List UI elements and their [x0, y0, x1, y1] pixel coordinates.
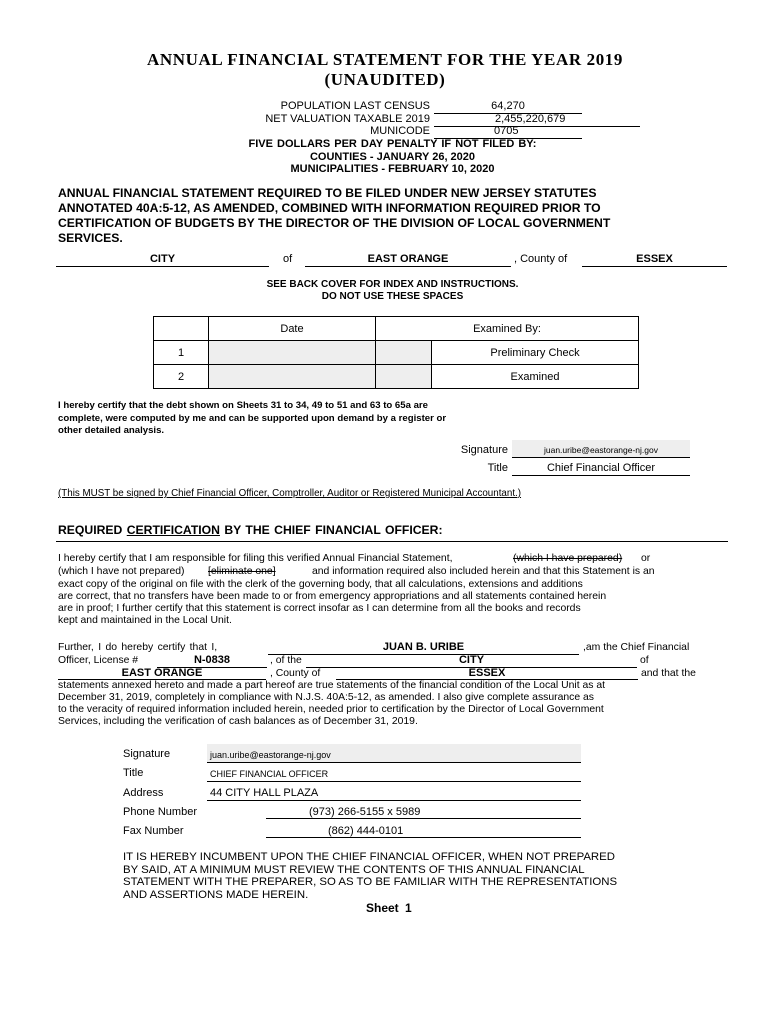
instructions-line-2: DO NOT USE THESE SPACES: [321, 291, 464, 302]
county-of-label: , County of: [270, 668, 321, 679]
population-label: POPULATION LAST CENSUS: [280, 100, 430, 112]
of-label: of: [640, 655, 649, 666]
county-name: ESSEX: [636, 253, 673, 265]
debt-signature-label: Signature: [460, 444, 508, 456]
row-number: 1: [154, 341, 209, 365]
certification-paragraph-line: kept and maintained in the Local Unit.: [58, 615, 232, 626]
of-the-label: , of the: [270, 655, 302, 666]
penalty-line-2: COUNTIES - JANUARY 26, 2020: [309, 151, 476, 163]
debt-title-field[interactable]: Chief Financial Officer: [546, 462, 655, 474]
certification-paragraph-line: I hereby certify that I am responsible for filing this verified Annual Financial Statement, (which I have prepared) or: [58, 553, 651, 564]
certification-paragraph-line: are in proof; I further certify that this statement is correct insofar as I can determine from all the books and records: [58, 603, 581, 614]
contact-title-field[interactable]: CHIEF FINANCIAL OFFICER: [210, 769, 329, 779]
debt-certification: I hereby certify that the debt shown on Sheets 31 to 34, 49 to 51 and 63 to 65a are complete, were computed by me and can be supported upon demand by a register or other detailed analysis.: [58, 400, 447, 437]
penalty-line-3: MUNICIPALITIES - FEBRUARY 10, 2020: [290, 163, 495, 175]
address-label: Address: [123, 787, 164, 799]
instructions-line-1: SEE BACK COVER FOR INDEX AND INSTRUCTIONS.: [266, 279, 519, 290]
cfo-role-text: ,am the Chief Financial: [583, 642, 690, 653]
incumbent-notice: IT IS HEREBY INCUMBENT UPON THE CHIEF FINANCIAL OFFICER, WHEN NOT PREPARED BY SAID, AT A MINIMUM MUST REVIEW THE CONTENTS OF THIS ANNUAL FINANCIAL STATEMENT WITH THE PREPARER, SO AS TO BE FAMILIAR WITH THE REPRESENTATIONS AND ASSERTIONS MADE HEREIN.: [123, 851, 618, 901]
address-field[interactable]: 44 CITY HALL PLAZA: [210, 787, 319, 799]
requirement-text: ANNUAL FINANCIAL STATEMENT REQUIRED TO BE FILED UNDER NEW JERSEY STATUTES ANNOTATED 40A:5-12, AS AMENDED, COMBINED WITH INFORMATION REQUIRED PRIOR TO CERTIFICATION OF BUDGETS BY THE DIRECTOR OF THE DIVISION OF LOCAL GOVERNMENT SERVICES.: [58, 186, 611, 245]
penalty-line-1: FIVE DOLLARS PER DAY PENALTY IF NOT FILED BY:: [248, 138, 537, 150]
certification-heading: REQUIRED CERTIFICATION BY THE CHIEF FINANCIAL OFFICER:: [58, 523, 443, 537]
net-valuation-label: NET VALUATION TAXABLE 2019: [265, 113, 430, 125]
further-label: Further, I do hereby certify that I,: [58, 642, 218, 653]
county-field[interactable]: ESSEX: [468, 667, 506, 679]
municode-value: 0705: [494, 125, 519, 137]
population-value: 64,270: [491, 100, 525, 112]
county-label: , County of: [514, 253, 568, 265]
phone-field[interactable]: (973) 266-5155 x 5989: [309, 806, 421, 818]
cfo-name-field[interactable]: JUAN B. URIBE: [382, 641, 465, 653]
fax-field[interactable]: (862) 444-0101: [328, 825, 404, 837]
certification-paragraph-line: Services, including the verification of cash balances as of December 31, 2019.: [58, 716, 418, 727]
certification-paragraph-line: statements annexed hereto and made a part hereof are true statements of the financial condition of the Local Unit as at: [58, 680, 606, 691]
municipality-name: EAST ORANGE: [367, 253, 449, 265]
row-label: Examined: [432, 365, 639, 389]
debt-title-label: Title: [487, 462, 508, 474]
net-valuation-value: 2,455,220,679: [495, 113, 566, 125]
phone-label: Phone Number: [123, 806, 197, 818]
row-label: Preliminary Check: [432, 341, 639, 365]
certification-paragraph-line: exact copy of the original on file with the clerk of the governing body, that all calculations, extensions and additions: [58, 579, 583, 590]
fax-label: Fax Number: [123, 825, 184, 837]
examination-table: [153, 316, 639, 389]
signature-note: (This MUST be signed by Chief Financial Officer, Comptroller, Auditor or Registered Municipal Accountant.): [58, 488, 522, 499]
municipality-field[interactable]: EAST ORANGE: [121, 667, 203, 679]
page-title: ANNUAL FINANCIAL STATEMENT FOR THE YEAR 2019: [146, 50, 624, 69]
municode-label: MUNICODE: [370, 125, 430, 137]
row-number: 2: [154, 365, 209, 389]
municipality-of-label: of: [283, 253, 293, 265]
certification-paragraph-line: December 31, 2019, completely in compliance with N.J.S. 40A:5-12, as amended. I also give complete assurance as: [58, 692, 594, 703]
certification-paragraph-line: (which I have not prepared) [eliminate one] and information required also included herein and that this Statement is an: [58, 566, 655, 577]
contact-title-label: Title: [123, 767, 144, 779]
certification-paragraph-line: to the veracity of required information included herein, needed prior to certification by the Director of Local Government: [58, 704, 604, 715]
license-label: Officer, License #: [58, 655, 139, 666]
sheet-number: Sheet 1: [366, 901, 412, 915]
certification-paragraph-line: are correct, that no transfers have been made to or from emergency appropriations and all statements contained herein: [58, 591, 607, 602]
table-row: [154, 341, 639, 365]
page-subtitle: (UNAUDITED): [324, 70, 446, 89]
municipality-type: CITY: [149, 253, 176, 265]
examined-by-header: Examined By:: [376, 317, 639, 341]
date-header: Date: [209, 317, 376, 341]
contact-signature-field[interactable]: juan.uribe@eastorange-nj.gov: [210, 750, 331, 760]
and-that-label: and that the: [641, 668, 696, 679]
license-field[interactable]: N-0838: [193, 654, 231, 666]
unit-type-field[interactable]: CITY: [458, 654, 485, 666]
contact-signature-label: Signature: [123, 748, 171, 760]
debt-signature-field[interactable]: juan.uribe@eastorange-nj.gov: [543, 445, 658, 455]
table-row: [154, 365, 639, 389]
